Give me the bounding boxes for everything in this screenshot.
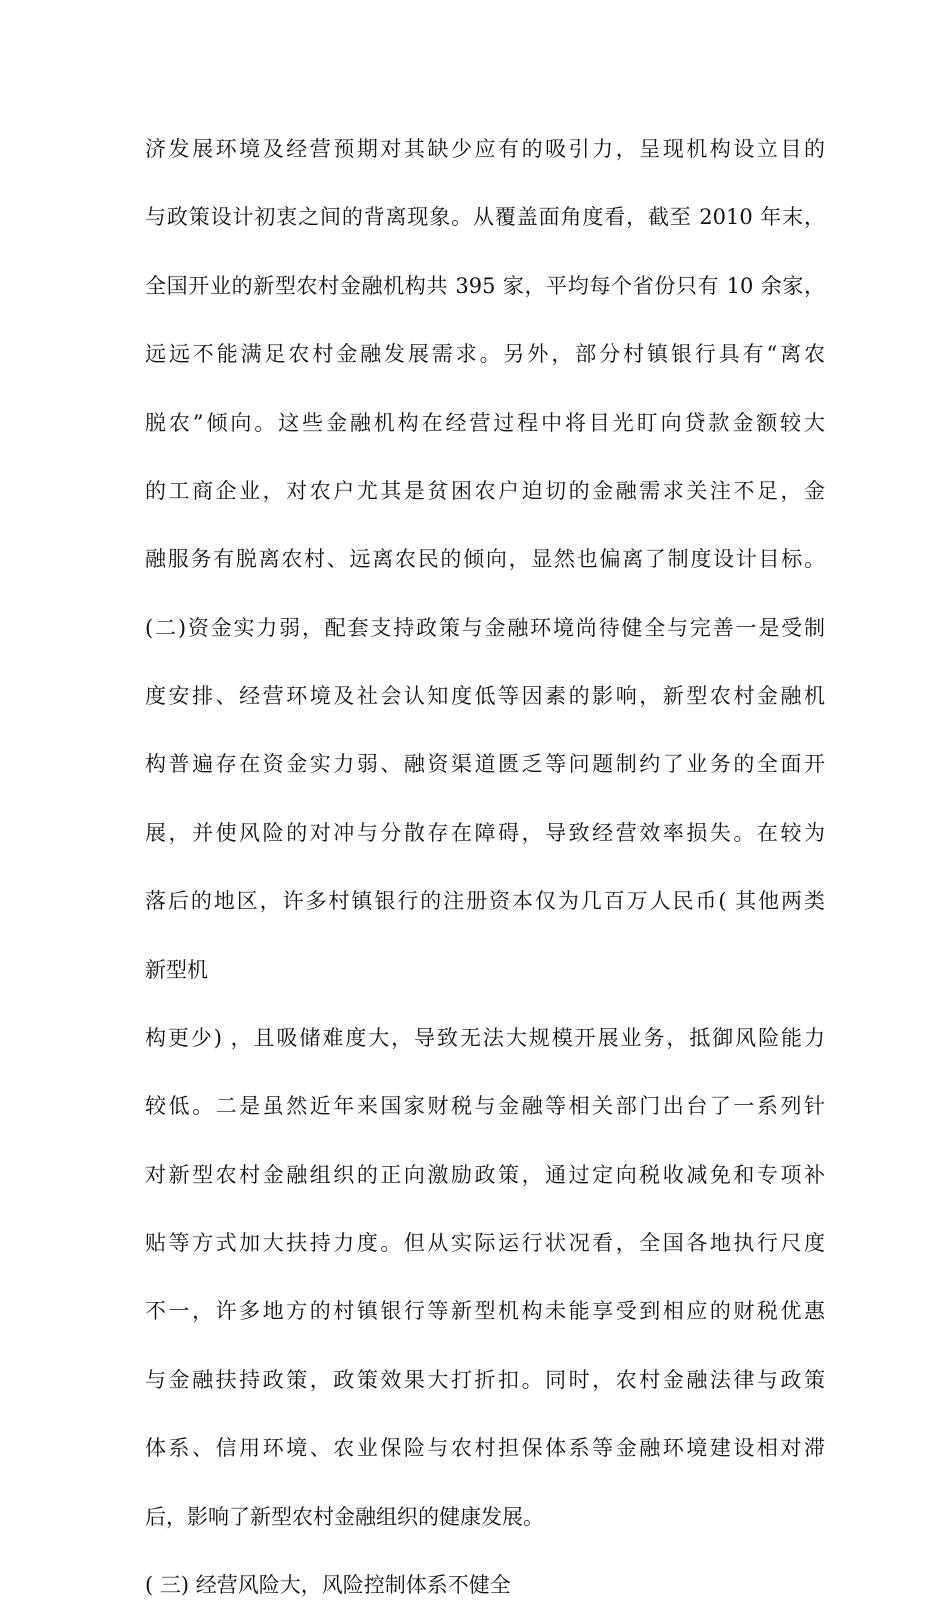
text-line: 济发展环境及经营预期对其缺少应有的吸引力，呈现机构设立目的 (145, 137, 825, 161)
text-line: 不一，许多地方的村镇银行等新型机构未能享受到相应的财税优惠 (145, 1299, 825, 1324)
text-line: 脱农”倾向。这些金融机构在经营过程中将目光盯向贷款金额较大 (145, 410, 825, 435)
text-line: 度安排、经营环境及社会认知度低等因素的影响，新型农村金融机 (145, 684, 825, 708)
text-line: 远远不能满足农村金融发展需求。另外，部分村镇银行具有“离农 (145, 342, 825, 367)
body-text (145, 132, 825, 1602)
text-line: 的工商企业，对农户尤其是贫困农户迫切的金融需求关注不足，金 (145, 478, 825, 503)
text-line: 与政策设计初衷之间的背离现象。从覆盖面角度看，截至 2010 年末， (145, 205, 825, 230)
text-line: 较低。二是虽然近年来国家财税与金融等相关部门出台了一系列针 (145, 1094, 825, 1119)
text-line: 融服务有脱离农村、远离农民的倾向，显然也偏离了制度设计目标。 (145, 547, 825, 572)
text-line: 构普遍存在资金实力弱、融资渠道匮乏等问题制约了业务的全面开 (145, 752, 825, 777)
text-line: 新型机 (145, 957, 208, 982)
section-heading-2: (二)资金实力弱，配套支持政策与金融环境尚待健全与完善一是受制 (145, 615, 825, 640)
text-line: 贴等方式加大扶持力度。但从实际运行状况看，全国各地执行尺度 (145, 1231, 825, 1255)
text-line: 体系、信用环境、农业保险与农村担保体系等金融环境建设相对滞 (145, 1436, 825, 1461)
text-line: 与金融扶持政策，政策效果大打折扣。同时，农村金融法律与政策 (145, 1367, 825, 1392)
text-line: 后，影响了新型农村金融组织的健康发展。 (145, 1504, 544, 1529)
text-line: 展，并使风险的对冲与分散存在障碍，导致经营效率损失。在较为 (145, 820, 825, 845)
text-line: 全国开业的新型农村金融机构共 395 家，平均每个省份只有 10 余家， (145, 273, 825, 298)
section-heading-3: ( 三) 经营风险大，风险控制体系不健全 (145, 1572, 511, 1597)
text-line: 构更少) ，且吸储难度大，导致无法大规模开展业务，抵御风险能力 (145, 1025, 825, 1050)
text-line: 对新型农村金融组织的正向激励政策，通过定向税收减免和专项补 (145, 1162, 825, 1187)
text-line: 落后的地区，许多村镇银行的注册资本仅为几百万人民币( 其他两类 (145, 889, 825, 914)
